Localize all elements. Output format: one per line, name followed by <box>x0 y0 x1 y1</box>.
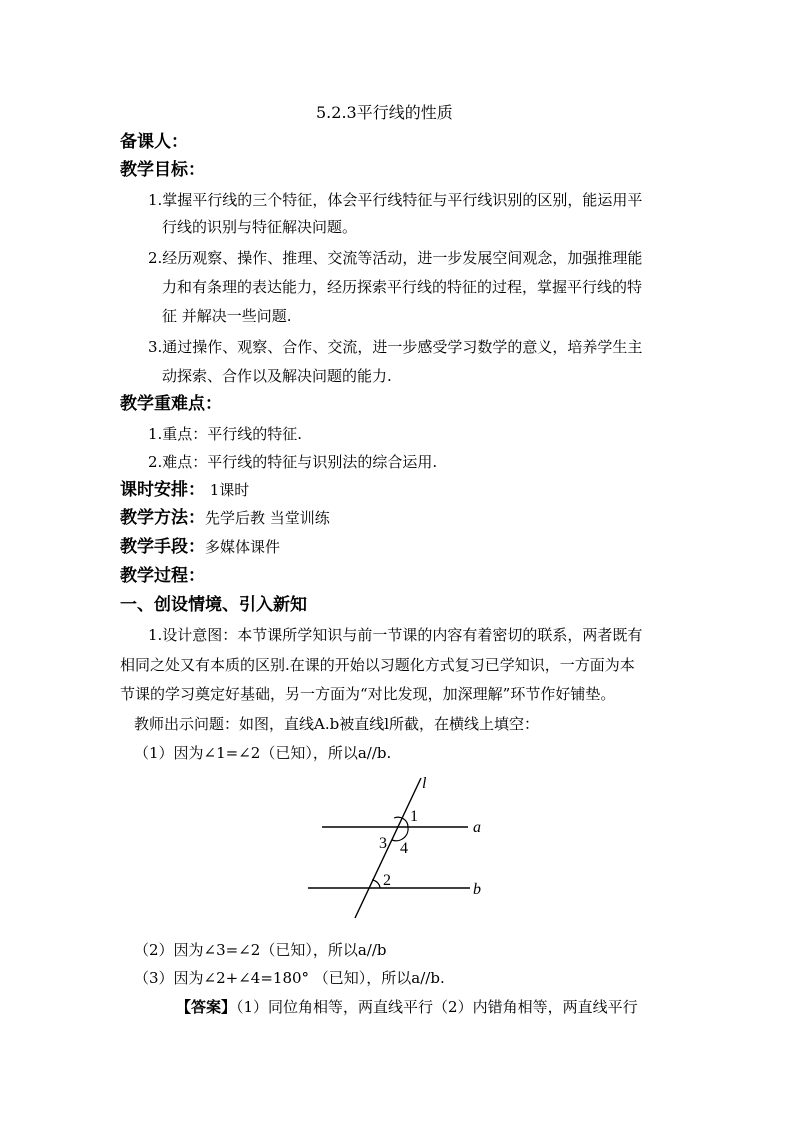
answer-text: （1）同位角相等，两直线平行（2）内错角相等，两直线平行 <box>236 998 638 1016</box>
objective-3-line-1: 3.通过操作、观察、合作、交流，进一步感受学习数学的意义，培养学生主 <box>148 338 643 356</box>
angle-arc-1 <box>394 817 408 827</box>
method-label: 教学方法： <box>120 508 205 528</box>
answer-label: 【答案】 <box>176 998 237 1016</box>
objective-2-line-2: 力和有条理的表达能力，经历探索平行线的特征的过程，掌握平行线的特 <box>162 278 643 296</box>
question-3: （3）因为∠2+∠4=180° （已知），所以a//b. <box>134 969 445 987</box>
label-angle-2: 2 <box>383 872 391 889</box>
teacher-question: 教师出示问题：如图，直线A.b被直线l所截，在横线上填空： <box>134 715 540 733</box>
objective-2-line-1: 2.经历观察、操作、推理、交流等活动，进一步发展空间观念，加强推理能 <box>148 249 643 267</box>
means-value: 多媒体课件 <box>205 538 281 556</box>
objectives-heading: 教学目标： <box>120 160 205 180</box>
question-2: （2）因为∠3=∠2（已知），所以a//b <box>134 941 387 959</box>
label-angle-4: 4 <box>400 840 408 857</box>
parallel-lines-figure <box>300 770 500 926</box>
label-angle-1: 1 <box>410 808 418 825</box>
doc-title: 5.2.3平行线的性质 <box>316 103 453 122</box>
preparer-label: 备课人： <box>120 132 188 152</box>
method-row <box>120 508 330 528</box>
keypoints-heading: 教学重难点： <box>120 394 222 414</box>
keypoint-1: 1.重点：平行线的特征. <box>148 425 303 443</box>
means-label: 教学手段： <box>120 537 205 557</box>
label-b: b <box>473 881 481 898</box>
method-value: 先学后教 当堂训练 <box>205 509 330 527</box>
schedule-row <box>120 480 249 500</box>
design-intent-line-1: 1.设计意图：本节课所学知识与前一节课的内容有着密切的联系，两者既有 <box>148 626 643 644</box>
objective-1-line-2: 行线的识别与特征解决问题。 <box>162 218 358 236</box>
objective-1-line-1: 1.掌握平行线的三个特征，体会平行线特征与平行线识别的区别，能运用平 <box>148 191 643 209</box>
label-a: a <box>473 819 481 836</box>
question-1: （1）因为∠1=∠2（已知），所以a//b. <box>134 744 392 762</box>
design-intent-line-2: 相同之处又有本质的区别.在课的开始以习题化方式复习已学知识，一方面为本 <box>120 656 635 674</box>
objective-2-line-3: 征 并解决一些问题. <box>162 307 292 325</box>
transversal-l <box>355 778 421 918</box>
keypoint-2: 2.难点：平行线的特征与识别法的综合运用. <box>148 453 438 471</box>
angle-arc-2 <box>372 880 380 888</box>
label-angle-3: 3 <box>379 835 387 852</box>
process-heading: 教学过程： <box>120 566 205 586</box>
means-row <box>120 537 280 557</box>
objective-3-line-2: 动探索、合作以及解决问题的能力. <box>162 367 392 385</box>
answer-row <box>176 997 638 1017</box>
label-l: l <box>422 775 427 792</box>
section-1-title: 一、创设情境、引入新知 <box>120 595 307 615</box>
design-intent-line-3: 节课的学习奠定好基础，另一方面为“对比发现，加深理解”环节作好铺垫。 <box>120 685 616 703</box>
schedule-value: 1课时 <box>205 481 250 499</box>
schedule-label: 课时安排： <box>120 480 205 500</box>
